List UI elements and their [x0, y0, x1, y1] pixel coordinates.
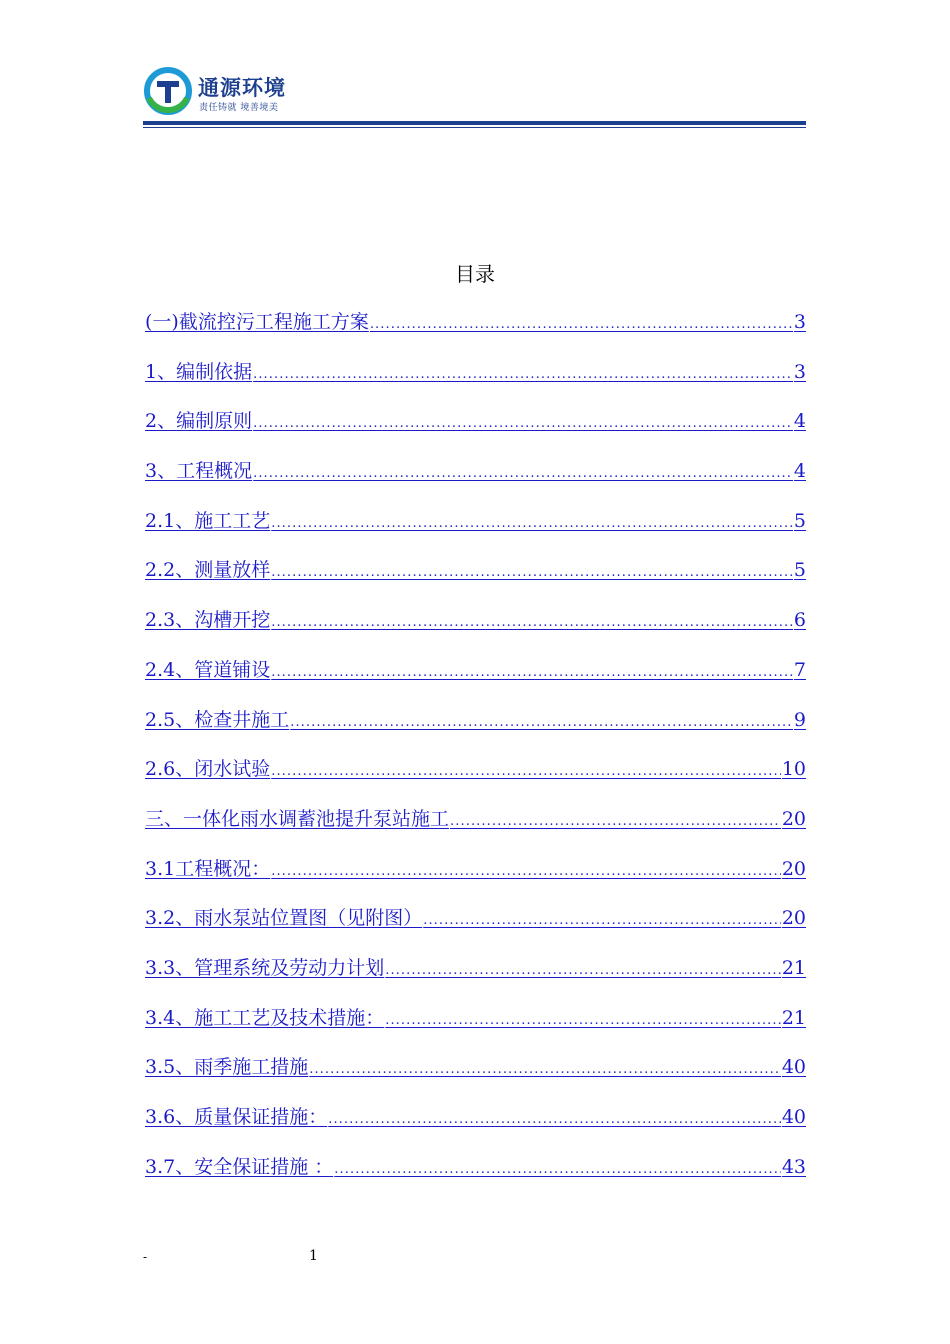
toc-dot-leader — [385, 959, 781, 983]
toc-dot-leader — [334, 1158, 781, 1182]
toc-entry[interactable] — [145, 509, 806, 559]
toc-entry-label: 2.5、检查井施工 — [145, 708, 290, 731]
toc-entry-label: 2、编制原则 — [145, 410, 253, 433]
toc-entry-label: 2.3、沟槽开挖 — [145, 609, 271, 632]
toc-dot-leader — [423, 909, 781, 933]
toc-entry-label: 3.4、施工工艺及技术措施： — [145, 1006, 385, 1029]
toc-dot-leader — [271, 512, 793, 536]
toc-entry[interactable] — [145, 708, 806, 758]
footer-page-number: 1 — [309, 1248, 318, 1264]
logo-mark-icon — [143, 66, 193, 116]
company-name: 通源环境 — [198, 76, 286, 100]
toc-entry-label: 3.1工程概况： — [145, 857, 271, 880]
toc-entry[interactable] — [145, 459, 806, 509]
toc-dot-leader — [271, 860, 781, 884]
toc-dot-leader — [271, 661, 793, 685]
toc-entry-page-number: 40 — [781, 1056, 806, 1079]
toc-entry-label: 2.6、闭水试验 — [145, 758, 271, 781]
toc-dot-leader — [290, 711, 793, 735]
toc-dot-leader — [370, 313, 793, 337]
toc-entry[interactable] — [145, 558, 806, 608]
toc-entry[interactable] — [145, 1105, 806, 1155]
table-of-contents — [145, 310, 806, 1204]
toc-dot-leader — [271, 611, 793, 635]
footer-dash: - — [143, 1250, 148, 1264]
toc-entry[interactable] — [145, 360, 806, 410]
toc-dot-leader — [328, 1108, 781, 1132]
toc-entry-label: 2.1、施工工艺 — [145, 509, 271, 532]
toc-entry-label: 3.7、安全保证措施 ： — [145, 1155, 334, 1178]
toc-title: 目录 — [455, 262, 495, 286]
toc-dot-leader — [271, 760, 781, 784]
toc-entry[interactable] — [145, 857, 806, 907]
toc-entry-page-number: 4 — [793, 410, 806, 433]
toc-dot-leader — [253, 412, 793, 436]
toc-entry-page-number: 20 — [781, 857, 806, 880]
toc-entry-page-number: 4 — [793, 460, 806, 483]
toc-dot-leader — [271, 561, 793, 585]
toc-entry-page-number: 6 — [793, 609, 806, 632]
toc-entry[interactable] — [145, 658, 806, 708]
toc-entry[interactable] — [145, 906, 806, 956]
toc-entry-label: 3.5、雨季施工措施 — [145, 1056, 309, 1079]
toc-entry-page-number: 21 — [781, 1006, 806, 1029]
toc-entry-label: 2.2、测量放样 — [145, 559, 271, 582]
toc-entry-page-number: 40 — [781, 1106, 806, 1128]
toc-entry-label: 3、工程概况 — [145, 460, 253, 483]
company-slogan: 责任铸就 境善境美 — [199, 103, 279, 113]
toc-entry-page-number: 20 — [781, 907, 806, 930]
toc-entry-page-number: 9 — [793, 708, 806, 731]
toc-dot-leader — [253, 462, 793, 486]
toc-entry-page-number: 7 — [793, 658, 806, 681]
toc-entry[interactable] — [145, 757, 806, 807]
toc-entry-label: 3.3、管理系统及劳动力计划 — [145, 956, 385, 979]
toc-entry-label: 3.2、雨水泵站位置图（见附图） — [145, 907, 423, 930]
toc-entry[interactable] — [145, 1055, 806, 1105]
toc-entry-page-number: 5 — [793, 509, 806, 532]
toc-entry-label: 3.6、质量保证措施： — [145, 1106, 328, 1128]
toc-entry[interactable] — [145, 608, 806, 658]
toc-entry-label: 1、编制依据 — [145, 360, 253, 383]
toc-entry-label: 三、一体化雨水调蓄池提升泵站施工 — [145, 807, 450, 830]
toc-entry-label: 2.4、管道铺设 — [145, 658, 271, 681]
toc-entry-label: (一)截流控污工程施工方案 — [145, 311, 369, 333]
toc-entry[interactable] — [145, 310, 806, 360]
toc-entry-page-number: 20 — [781, 807, 806, 830]
company-logo — [143, 66, 343, 116]
toc-entry-page-number: 10 — [781, 758, 806, 781]
toc-entry-page-number: 5 — [793, 559, 806, 582]
toc-dot-leader — [253, 363, 793, 387]
toc-entry[interactable] — [145, 807, 806, 857]
toc-entry[interactable] — [145, 1155, 806, 1205]
header-divider — [143, 121, 806, 125]
toc-entry-page-number: 3 — [793, 360, 806, 383]
toc-entry[interactable] — [145, 956, 806, 1006]
toc-entry-page-number: 3 — [793, 311, 806, 333]
toc-dot-leader — [385, 1009, 781, 1033]
toc-dot-leader — [309, 1058, 781, 1082]
toc-dot-leader — [450, 810, 781, 834]
toc-entry[interactable] — [145, 409, 806, 459]
toc-entry-page-number: 21 — [781, 956, 806, 979]
header-divider-thin — [143, 127, 806, 128]
toc-entry-page-number: 43 — [781, 1155, 806, 1178]
toc-entry[interactable] — [145, 1006, 806, 1056]
